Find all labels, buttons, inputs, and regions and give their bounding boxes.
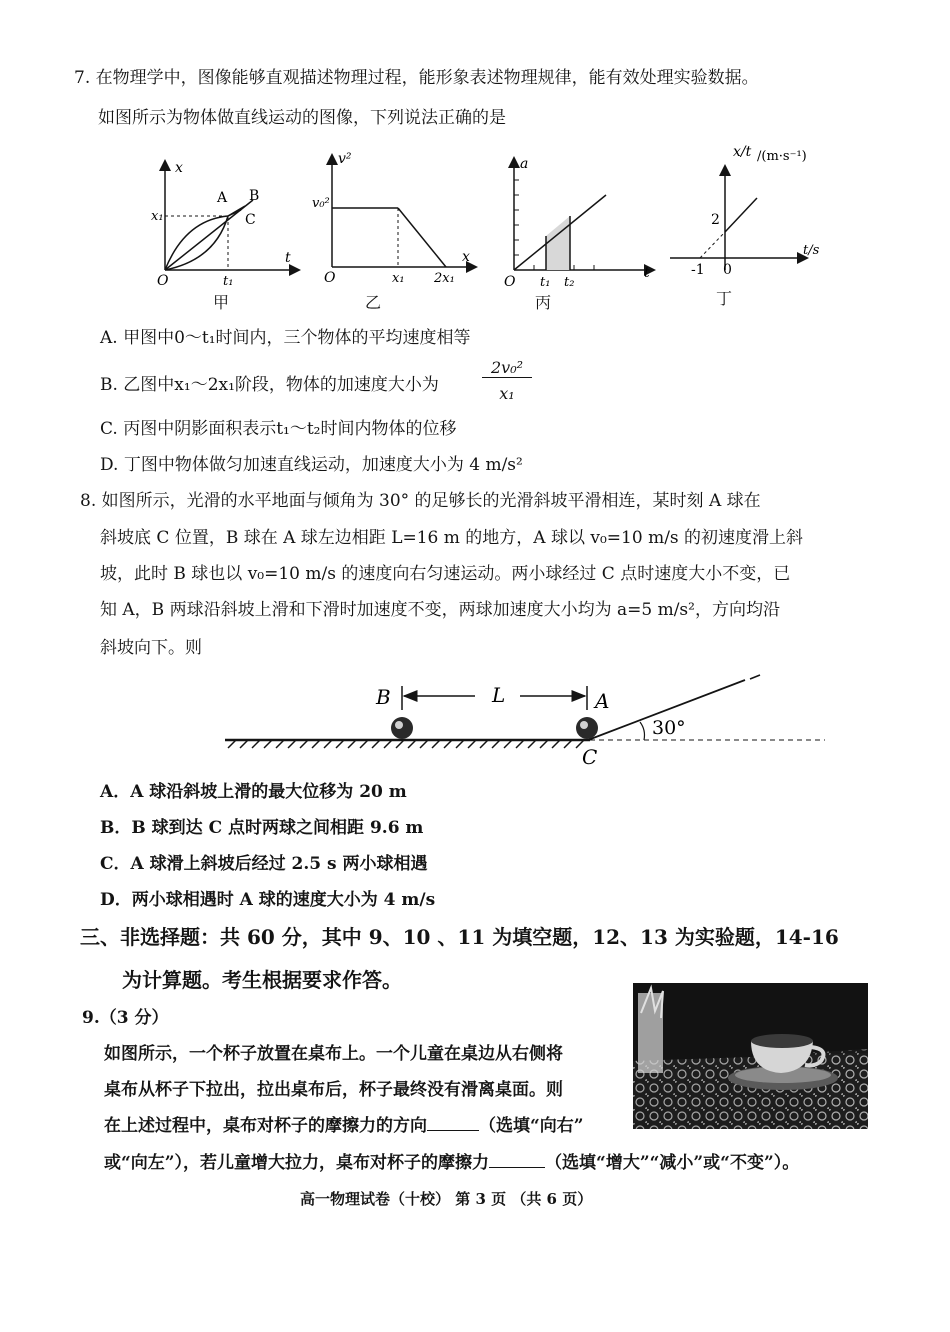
q9-stem-line-3-options: （选填“向右” bbox=[479, 1116, 584, 1136]
ball-a bbox=[576, 717, 598, 739]
label-c: C bbox=[582, 745, 598, 769]
graph-yi bbox=[310, 145, 480, 290]
vase-object bbox=[638, 993, 663, 1073]
graph-jia-caption: 甲 bbox=[213, 293, 230, 312]
jia-curve-a-label: A bbox=[217, 190, 228, 206]
graph-bing-caption: 丙 bbox=[535, 293, 552, 312]
yi-v0sq-label: v₀² bbox=[312, 196, 330, 211]
ding-x-label: t/s bbox=[803, 243, 820, 258]
ball-a-highlight bbox=[580, 721, 588, 729]
graph-yi-caption: 乙 bbox=[365, 293, 382, 312]
ball-b-highlight bbox=[395, 721, 403, 729]
q8-stem-line-1: 8. 如图所示，光滑的水平地面与倾角为 30° 的足够长的光滑斜坡平滑相连，某时刻 A 球在 bbox=[80, 491, 761, 511]
jia-x-label: t bbox=[285, 250, 291, 266]
jia-curve-c-label: C bbox=[245, 212, 256, 228]
cup-opening bbox=[751, 1034, 813, 1048]
ding-y-unit: /(m·s⁻¹) bbox=[757, 149, 807, 164]
ding-tick-2: 2 bbox=[711, 212, 720, 228]
q7-stem-line-1: 7. 在物理学中，图像能够直观描述物理过程，能形象表述物理规律，能有效处理实验数据。 bbox=[74, 68, 759, 88]
bing-shaded-area bbox=[546, 216, 570, 270]
q9-stem-line-4 bbox=[104, 1151, 799, 1175]
jia-origin: O bbox=[157, 273, 169, 289]
q9-stem-line-4-options: （选填“增大”“减小”或“不变”）。 bbox=[545, 1153, 800, 1173]
blank-friction-direction[interactable] bbox=[427, 1130, 479, 1131]
page-footer: 高一物理试卷（十校） 第 3 页 （共 6 页） bbox=[300, 1190, 593, 1208]
q9-stem-line-2: 桌布从杯子下拉出，拉出桌布后，杯子最终没有滑离桌面。则 bbox=[104, 1080, 563, 1100]
bing-y-label: a bbox=[520, 156, 529, 172]
label-l: L bbox=[492, 683, 506, 707]
label-a: A bbox=[595, 689, 610, 713]
q8-option-c: C．A 球滑上斜坡后经过 2.5 s 两小球相遇 bbox=[100, 854, 428, 874]
q7-stem-line-2: 如图所示为物体做直线运动的图像，下列说法正确的是 bbox=[98, 108, 506, 128]
q8-option-d: D．两小球相遇时 A 球的速度大小为 4 m/s bbox=[100, 890, 436, 910]
q8-stem-line-2: 斜坡底 C 位置，B 球在 A 球左边相距 L=16 m 的地方，A 球以 v₀=10 m/s 的初速度滑上斜 bbox=[100, 528, 804, 548]
yi-origin: O bbox=[324, 270, 336, 286]
bing-t2-label: t₂ bbox=[564, 275, 575, 290]
q7-option-b-denominator: x₁ bbox=[499, 384, 515, 403]
ding-y-label: x/t bbox=[733, 144, 752, 160]
label-angle: 30° bbox=[652, 717, 686, 739]
ding-tick-0: 0 bbox=[723, 262, 732, 278]
blank-friction-change[interactable] bbox=[489, 1167, 545, 1168]
ding-dashed-extension bbox=[700, 232, 725, 258]
graph-bing bbox=[500, 150, 660, 295]
section-3-heading-line-2: 为计算题。考生根据要求作答。 bbox=[122, 968, 402, 992]
jia-t1-label: t₁ bbox=[223, 274, 234, 289]
q9-stem-line-4-text: 或“向左”），若儿童增大拉力，桌布对杯子的摩擦力 bbox=[104, 1153, 490, 1173]
bing-origin: O bbox=[504, 274, 516, 290]
q7-option-b-text: B. 乙图中x₁～2x₁阶段，物体的加速度大小为 bbox=[100, 375, 439, 395]
q8-option-a: A．A 球沿斜坡上滑的最大位移为 20 m bbox=[100, 782, 407, 802]
graph-jia bbox=[145, 150, 305, 290]
q9-heading: 9.（3 分） bbox=[82, 1008, 169, 1028]
graph-ding-caption: 丁 bbox=[716, 289, 733, 308]
q8-stem-line-3: 坡，此时 B 球也以 v₀=10 m/s 的速度向右匀速运动。两小球经过 C 点时速度大小不变，已 bbox=[100, 564, 791, 584]
q7-option-d: D. 丁图中物体做匀加速直线运动，加速度大小为 4 m/s² bbox=[100, 455, 523, 475]
q7-option-c: C. 丙图中阴影面积表示t₁～t₂时间内物体的位移 bbox=[100, 419, 457, 439]
yi-falling-segment bbox=[398, 208, 446, 267]
yi-2x1-label: 2x₁ bbox=[434, 271, 455, 286]
jia-y-label: x bbox=[175, 160, 183, 176]
label-b: B bbox=[376, 685, 391, 709]
q9-stem-line-1: 如图所示，一个杯子放置在桌布上。一个儿童在桌边从右侧将 bbox=[104, 1044, 563, 1064]
q9-photo-cup-on-tablecloth bbox=[633, 983, 868, 1129]
q8-diagram bbox=[220, 672, 840, 772]
section-3-heading-line-1: 三、非选择题：共 60 分，其中 9、10 、11 为填空题，12、13 为实验题，14-16 bbox=[80, 925, 839, 949]
q8-stem-line-4: 知 A，B 两球沿斜坡上滑和下滑时加速度不变，两球加速度大小均为 a=5 m/s²，方向均沿 bbox=[100, 600, 780, 620]
bing-x-label: t bbox=[644, 265, 650, 281]
angle-arc bbox=[640, 722, 645, 740]
graph-ding bbox=[665, 140, 845, 290]
bing-t1-label: t₁ bbox=[540, 275, 551, 290]
jia-x1-label: x₁ bbox=[151, 209, 164, 224]
yi-x-label: x bbox=[462, 249, 470, 265]
tablecloth-side bbox=[803, 1049, 868, 1129]
q7-option-b-numerator: 2v₀² bbox=[482, 358, 532, 378]
yi-x1-label: x₁ bbox=[392, 271, 405, 286]
yi-y-label: v² bbox=[338, 151, 352, 167]
ball-b bbox=[391, 717, 413, 739]
ding-line bbox=[725, 198, 757, 232]
q9-stem-line-3-text: 在上述过程中，桌布对杯子的摩擦力的方向 bbox=[104, 1116, 427, 1136]
q8-stem-line-5: 斜坡向下。则 bbox=[100, 638, 202, 658]
jia-curve-b-label: B bbox=[249, 188, 260, 204]
slope-continuation bbox=[750, 675, 760, 679]
ding-tick-neg1: -1 bbox=[691, 262, 705, 278]
q7-option-a: A. 甲图中0～t₁时间内，三个物体的平均速度相等 bbox=[100, 328, 471, 348]
q8-option-b: B．B 球到达 C 点时两球之间相距 9.6 m bbox=[100, 818, 424, 838]
q9-stem-line-3 bbox=[104, 1114, 584, 1138]
